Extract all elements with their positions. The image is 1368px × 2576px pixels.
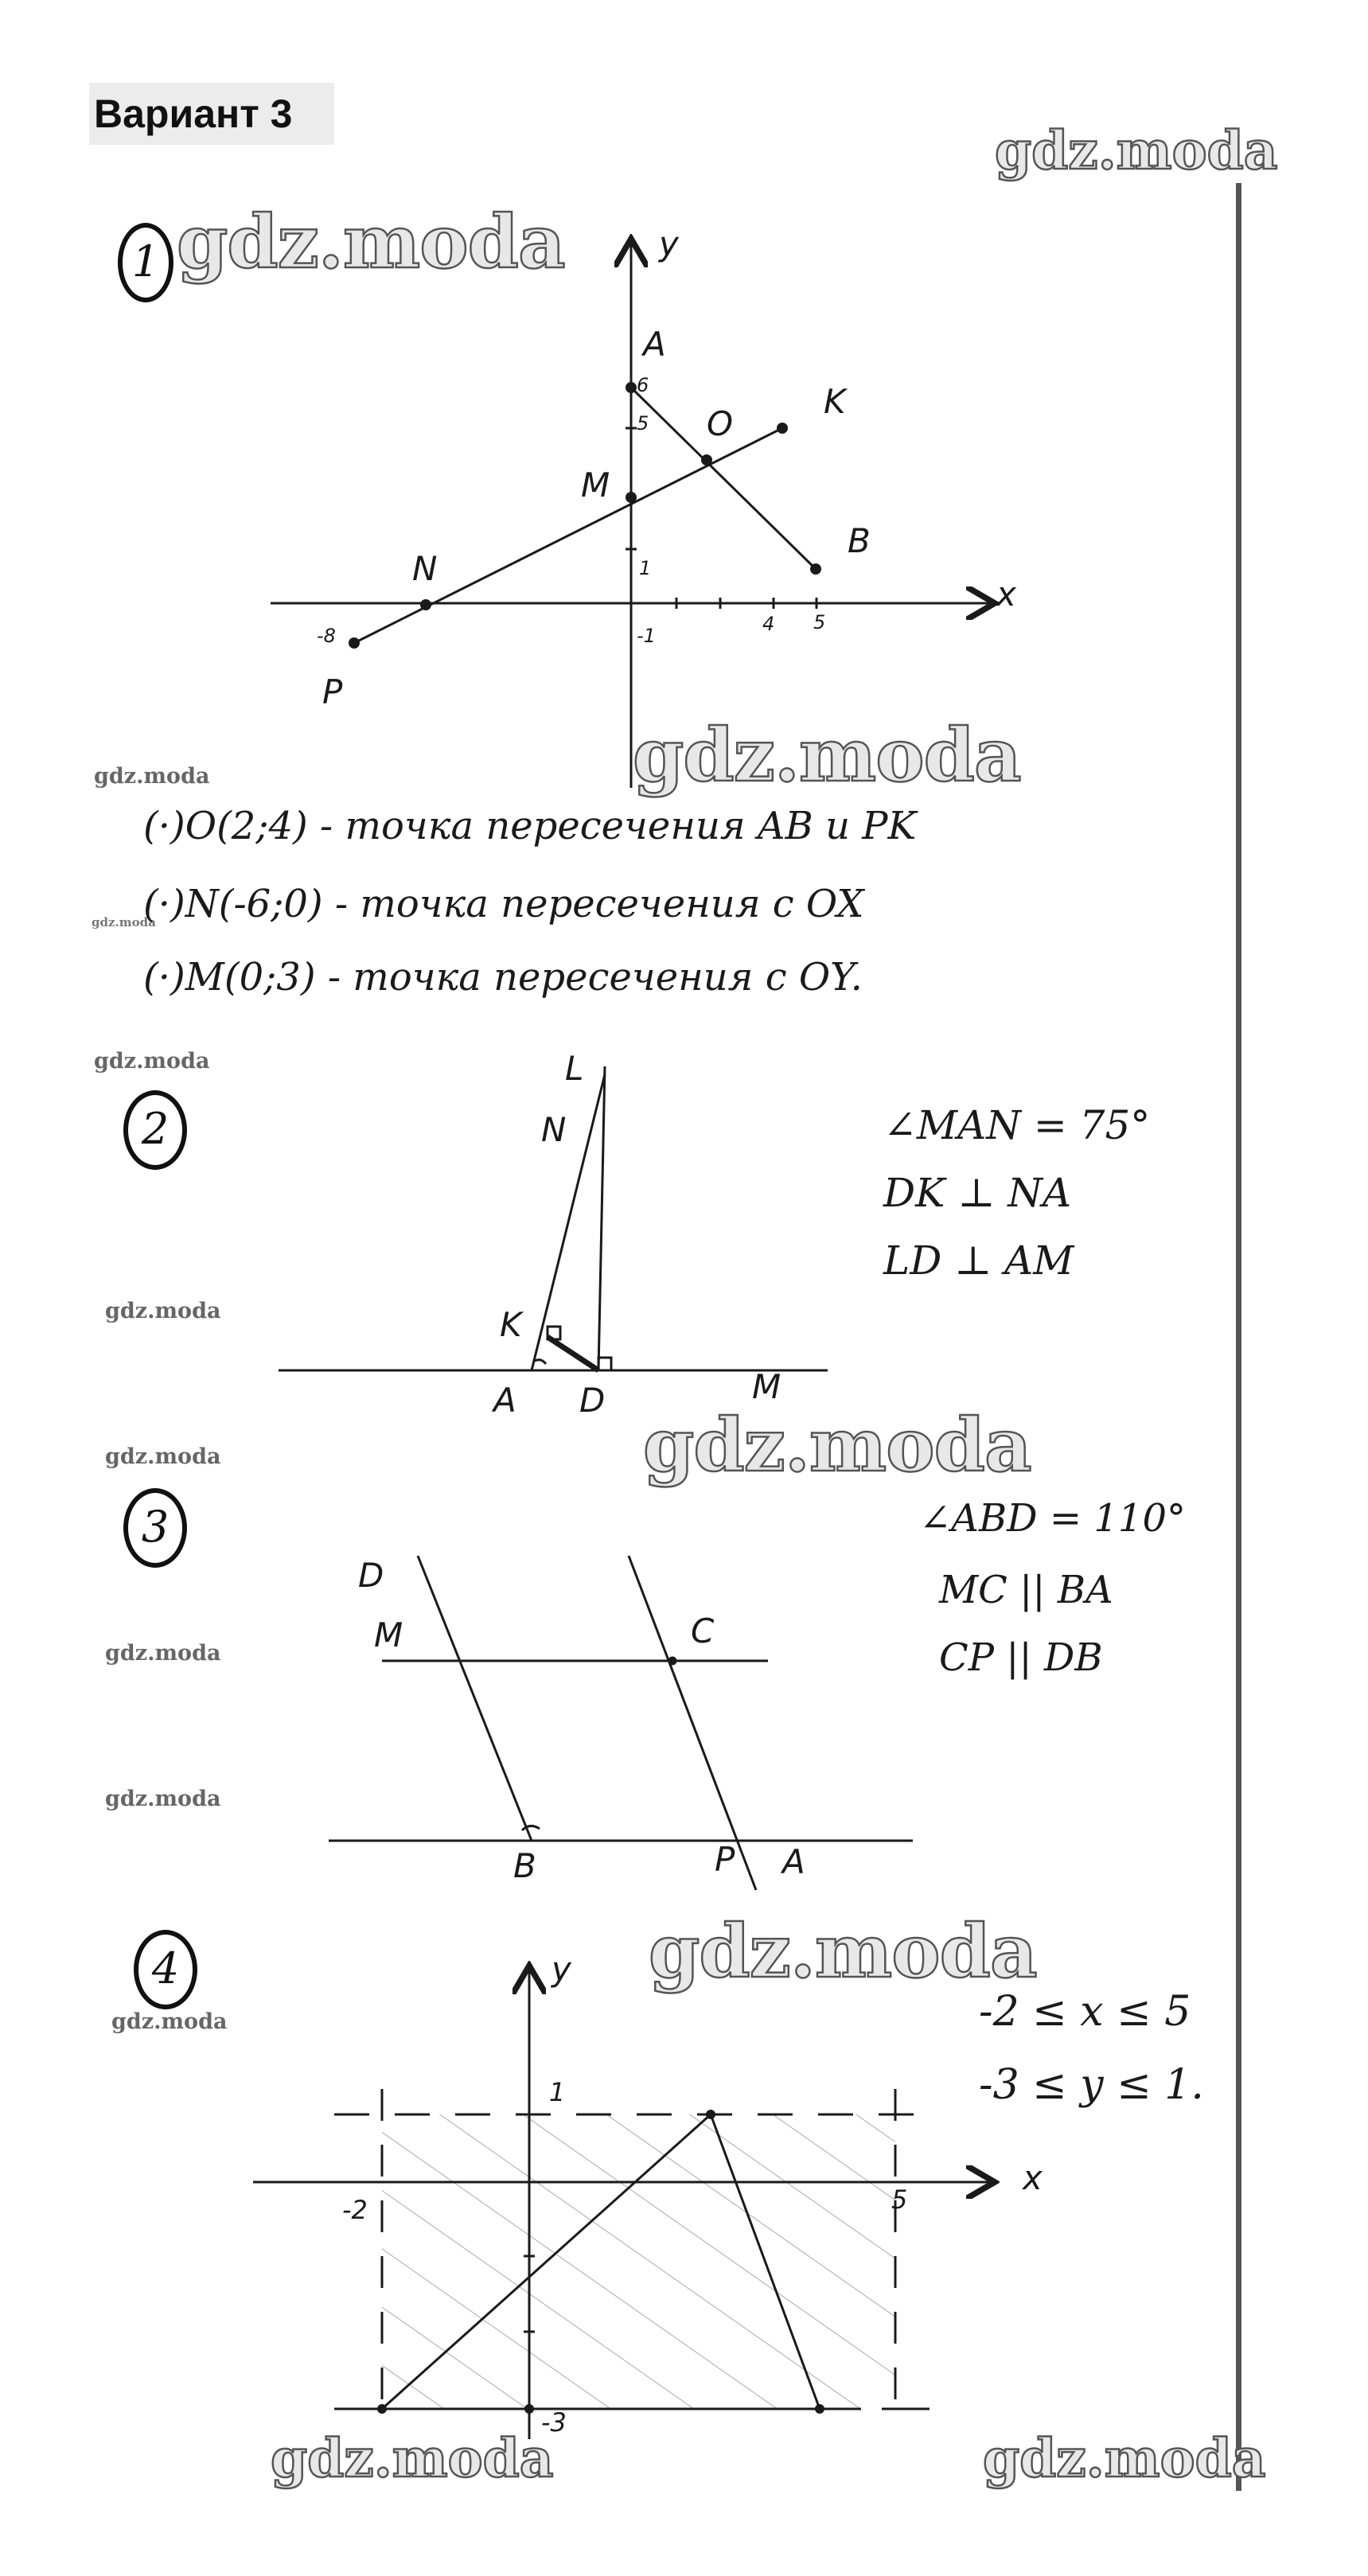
task1-label-k: K [824, 382, 846, 421]
task3-number: 3 [123, 1488, 187, 1568]
task2-label-m: M [752, 1367, 781, 1406]
task4-tick-y1: 1 [549, 2077, 566, 2107]
task4-condition: -2 ≤ x ≤ 5 [979, 1988, 1191, 2036]
task1-plot [271, 239, 995, 788]
task1-segment-pk [354, 428, 782, 643]
task2-condition: ∠MAN = 75° [883, 1102, 1151, 1148]
watermark: gdz.moda [177, 199, 565, 285]
task1-tick-xm1: -1 [637, 625, 656, 647]
watermark-small: gdz.moda [105, 1641, 221, 1666]
watermark: gdz.moda [995, 119, 1278, 181]
task2-segment-dk [548, 1337, 598, 1370]
task3-label-c: C [691, 1611, 715, 1650]
point-n [420, 599, 431, 610]
watermark: gdz.moda [633, 712, 1021, 798]
watermark-small: gdz.moda [94, 764, 210, 789]
task2-condition: LD ⊥ AM [883, 1237, 1074, 1284]
task1-label-n: N [412, 549, 438, 588]
point-a [626, 382, 637, 393]
task1-label-m: M [581, 466, 610, 505]
task1-axis-x-label: x [996, 575, 1016, 614]
watermark: gdz.moda [271, 2427, 554, 2489]
task2-label-d: D [579, 1381, 606, 1420]
watermark: gdz.moda [643, 1402, 1031, 1488]
task1-tick-y6: 6 [637, 374, 649, 396]
task4-tick-xm2: -2 [342, 2195, 368, 2225]
variant-title: Вариант 3 [89, 83, 334, 145]
task1-answer-line: (·)N(-6;0) - точка пересечения с OX [143, 882, 864, 926]
task4-tick-ym3: -3 [541, 2407, 567, 2438]
task1-axis-y-label: y [659, 224, 679, 263]
task1-tick-xm8: -8 [317, 625, 336, 647]
watermark-small: gdz.moda [111, 2009, 228, 2034]
point-o [701, 454, 712, 466]
task3-label-d: D [358, 1556, 384, 1595]
watermark-small: gdz.moda [105, 1444, 221, 1469]
watermark-small: gdz.moda [105, 1787, 221, 1811]
task2-label-a: A [493, 1381, 516, 1420]
watermark-small: gdz.moda [92, 915, 156, 929]
task1-tick-y1: 1 [639, 557, 652, 579]
task1-answer-line: (·)M(0;3) - точка пересечения с OY. [143, 955, 863, 1000]
task2-label-n: N [541, 1110, 567, 1149]
task1-label-a: A [643, 325, 666, 364]
task4-number: 4 [134, 1930, 197, 2009]
watermark: gdz.moda [983, 2427, 1266, 2489]
point-b [810, 563, 821, 575]
task1-number: 1 [118, 223, 173, 302]
task3-figure [329, 1556, 913, 1890]
task3-label-a: A [782, 1842, 805, 1881]
watermark-small: gdz.moda [105, 1299, 221, 1323]
task1-label-p: P [322, 672, 343, 711]
task3-condition: CP || DB [939, 1635, 1103, 1680]
task4-condition: -3 ≤ y ≤ 1. [979, 2061, 1204, 2109]
task1-points [349, 382, 821, 649]
task2-label-l: L [565, 1049, 584, 1088]
task1-tick-x5: 5 [813, 611, 826, 633]
watermark: gdz.moda [649, 1908, 1037, 1994]
task2-segment-ld [598, 1066, 605, 1370]
task2-label-k: K [500, 1305, 522, 1344]
task3-condition: MC || BA [939, 1568, 1113, 1612]
point-k [777, 423, 788, 434]
task4-hatched-region [382, 2114, 895, 2409]
task2-number: 2 [123, 1090, 187, 1170]
point-p [349, 637, 360, 649]
task1-label-o: O [707, 404, 734, 443]
task1-answer-line: (·)O(2;4) - точка пересечения AB и PK [143, 804, 917, 848]
task1-tick-x4: 4 [762, 613, 775, 635]
task2-condition: DK ⊥ NA [883, 1170, 1072, 1216]
task4-axis-x-label: x [1023, 2158, 1043, 2197]
point-m [626, 492, 637, 503]
task4-axis-y-label: y [551, 1950, 571, 1989]
task1-tick-y5: 5 [637, 412, 649, 435]
task3-label-m: M [374, 1615, 403, 1654]
task3-label-b: B [513, 1846, 536, 1885]
task3-label-p: P [715, 1840, 735, 1879]
watermark-small: gdz.moda [94, 1049, 210, 1074]
task3-condition: ∠ABD = 110° [919, 1496, 1186, 1541]
task4-tick-x5: 5 [891, 2184, 908, 2215]
task1-label-b: B [848, 521, 871, 560]
task3-line-db [418, 1556, 532, 1841]
